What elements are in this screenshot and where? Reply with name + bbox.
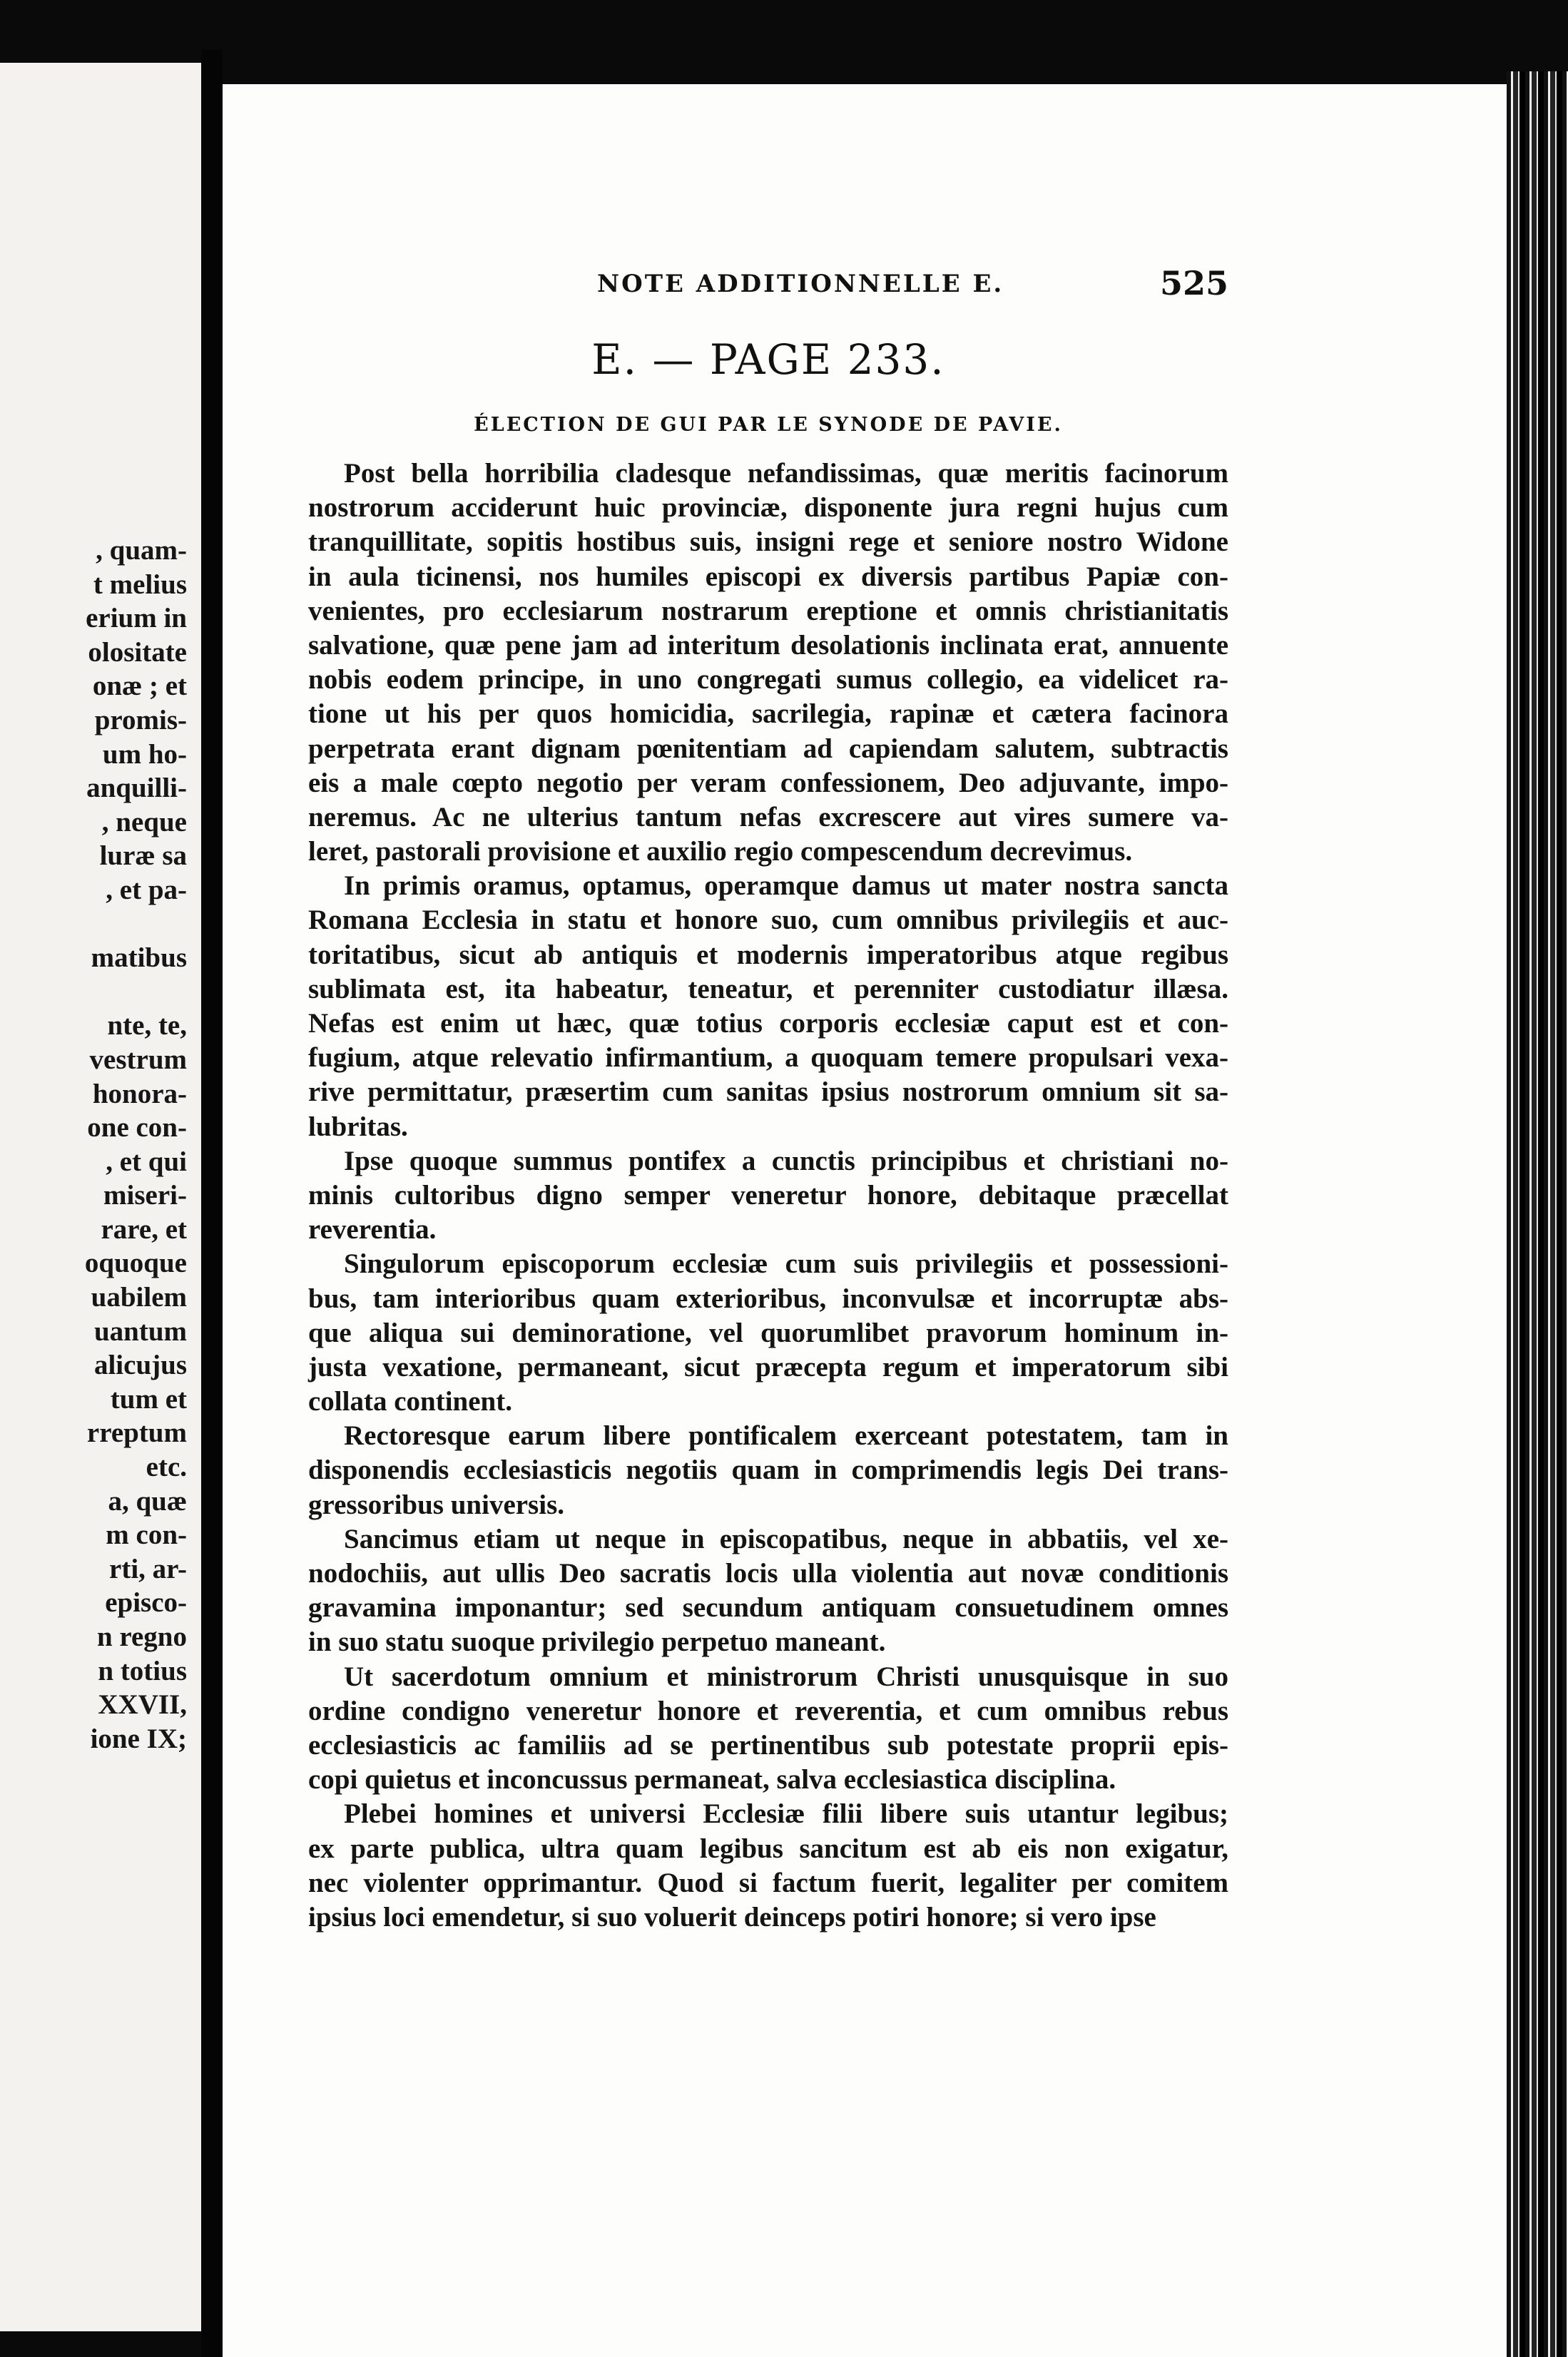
text-line: Ipse quoque summus pontifex a cunctis principibus et christiani no-	[344, 1145, 1228, 1176]
text-line: collata continent.	[308, 1386, 512, 1417]
left-page-line: ione IX;	[90, 1723, 187, 1754]
left-page-line	[0, 907, 187, 942]
paragraph	[308, 1797, 1228, 1935]
left-page-line: onæ ; et	[92, 671, 187, 702]
text-line: que aliqua sui deminoratione, vel quorumlibet pravorum hominum in-	[308, 1317, 1228, 1348]
running-title: NOTE ADDITIONNELLE E.	[597, 270, 1004, 298]
left-page-line: olositate	[88, 636, 187, 668]
left-page-line: luræ sa	[99, 840, 187, 872]
text-line: Plebei homines et universi Ecclesiæ filii libere suis utantur legibus;	[344, 1798, 1228, 1830]
text-line: sublimata est, ita habeatur, teneatur, et perenniter custodiatur illæsa.	[308, 973, 1228, 1004]
left-page-line: episco-	[105, 1587, 187, 1619]
left-page-line: rti, ar-	[109, 1553, 187, 1584]
paragraph	[308, 869, 1228, 1144]
page-number: 525	[1159, 264, 1228, 302]
text-line: leret, pastorali provisione et auxilio regio compescendum decrevimus.	[308, 836, 1133, 867]
text-line: lubritas.	[308, 1111, 408, 1142]
page-edge-stack	[1507, 71, 1568, 2357]
text-line: bus, tam interioribus quam exterioribus, inconvulsæ et incorruptæ abs-	[308, 1283, 1228, 1314]
paragraph	[308, 1419, 1228, 1522]
text-line: disponendis ecclesiasticis negotiis quam in comprimendis legis Dei trans-	[308, 1455, 1228, 1486]
text-line: ecclesiasticis ac familiis ad se pertinentibus sub potestate proprii epis-	[308, 1729, 1228, 1761]
left-page-text-fragments	[0, 534, 187, 1756]
text-line: ipsius loci emendetur, si suo voluerit deinceps potiri honore; si vero ipse	[308, 1901, 1156, 1933]
text-line: salvatione, quæ pene jam ad interitum desolationis inclinata erat, annuente	[308, 629, 1228, 661]
left-page-line: uabilem	[91, 1282, 187, 1313]
left-page-line: m con-	[106, 1519, 187, 1551]
text-line: venientes, pro ecclesiarum nostrarum ereptione et omnis christianitatis	[308, 595, 1228, 626]
paragraph	[308, 1247, 1228, 1419]
text-line: in suo statu suoque privilegio perpetuo maneant.	[308, 1627, 886, 1658]
text-line: ex parte publica, ultra quam legibus sancitum est ab eis non exigatur,	[308, 1833, 1228, 1864]
text-line: gressoribus universis.	[308, 1489, 564, 1520]
left-page-line: promis-	[94, 704, 187, 735]
text-line: Post bella horribilia cladesque nefandissimas, quæ meritis facinorum	[344, 458, 1228, 489]
left-page-line: n totius	[98, 1655, 187, 1686]
text-line: Singulorum episcoporum ecclesiæ cum suis privilegiis et possessioni-	[344, 1248, 1228, 1280]
text-line: gravamina imponantur; sed secundum antiquam consuetudinem omnes	[308, 1592, 1228, 1624]
left-page-line: alicujus	[93, 1350, 187, 1381]
left-page-line: vestrum	[89, 1044, 187, 1075]
text-line: minis cultoribus digno semper veneretur honore, debitaque præcellat	[308, 1179, 1228, 1211]
paragraph	[308, 1660, 1228, 1798]
left-page-line: anquilli-	[86, 773, 187, 804]
text-line: Nefas est enim ut hæc, quæ totius corporis ecclesiæ caput est et con-	[308, 1008, 1228, 1039]
text-line: justa vexatione, permaneant, sicut præcepta regum et imperatorum sibi	[308, 1351, 1228, 1383]
left-page-line: rare, et	[101, 1213, 187, 1245]
left-page-line: uantum	[93, 1315, 187, 1347]
left-page-line: , quam-	[96, 535, 187, 566]
text-line: tranquillitate, sopitis hostibus suis, insigni rege et seniore nostro Widone	[308, 526, 1228, 558]
text-line: nec violenter opprimantur. Quod si factum fuerit, legaliter per comitem	[308, 1867, 1228, 1898]
book-gutter	[201, 50, 223, 2357]
left-page-line: honora-	[92, 1078, 187, 1109]
paragraph	[308, 457, 1228, 869]
left-page-line: matibus	[91, 942, 187, 974]
left-page-line: oquoque	[84, 1248, 187, 1279]
text-line: Rectoresque earum libere pontificalem exerceant potestatem, tam in	[344, 1420, 1228, 1452]
text-line: neremus. Ac ne ulterius tantum nefas excrescere aut vires sumere va-	[308, 801, 1228, 833]
text-line: tione ut his per quos homicidia, sacrilegia, rapinæ et cætera facinora	[308, 698, 1228, 730]
facing-left-page	[0, 63, 201, 2331]
left-page-line: rreptum	[86, 1417, 187, 1449]
left-page-line: tum et	[110, 1383, 187, 1415]
text-line: toritatibus, sicut ab antiquis et modernis imperatoribus atque regibus	[308, 939, 1228, 970]
text-line: ordine condigno veneretur honore et reverentia, et cum omnibus rebus	[308, 1695, 1228, 1726]
text-line: reverentia.	[308, 1214, 437, 1246]
running-head	[308, 264, 1228, 312]
section-subheading: ÉLECTION DE GUI PAR LE SYNODE DE PAVIE.	[474, 414, 1063, 436]
left-page-line: n regno	[96, 1622, 187, 1652]
text-line: nodochiis, aut ullis Deo sacratis locis ulla violentia aut novæ conditionis	[308, 1558, 1228, 1589]
text-line: copi quietus et inconcussus permaneat, salva ecclesiastica disciplina.	[308, 1764, 1116, 1796]
text-line: Sancimus etiam ut neque in episcopatibus, neque in abbatiis, vel xe-	[344, 1523, 1228, 1554]
paragraph	[308, 1144, 1228, 1248]
left-page-line: XXVII,	[98, 1689, 187, 1721]
left-page-line: nte, te,	[107, 1010, 187, 1042]
left-page-line: erium in	[86, 603, 187, 634]
text-line: fugium, atque relevatio infirmantium, a quoquam temere propulsari vexa-	[308, 1042, 1228, 1074]
text-line: In primis oramus, optamus, operamque damus ut mater nostra sancta	[344, 870, 1228, 902]
left-page-line: um ho-	[102, 738, 187, 770]
text-line: Romana Ecclesia in statu et honore suo, cum omnibus privilegiis et auc-	[308, 905, 1228, 936]
left-page-line: etc.	[146, 1452, 187, 1483]
left-page-line: , et qui	[106, 1146, 187, 1177]
left-page-line: , et pa-	[106, 874, 187, 905]
left-page-line: miseri-	[103, 1180, 187, 1211]
text-line: Ut sacerdotum omnium et ministrorum Christi unusquisque in suo	[344, 1661, 1228, 1692]
text-line: in aula ticinensi, nos humiles episcopi ex diversis partibus Papiæ con-	[308, 561, 1228, 592]
text-line: rive permittatur, præsertim cum sanitas ipsius nostrorum omnium sit sa-	[308, 1076, 1228, 1108]
left-page-line: one con-	[87, 1112, 187, 1144]
text-line: perpetrata erant dignam pœnitentiam ad capiendam salutem, subtractis	[308, 733, 1228, 764]
left-page-line: , neque	[101, 806, 187, 838]
left-page-line	[0, 975, 187, 1009]
paragraph	[308, 1522, 1228, 1660]
left-page-line: t melius	[93, 569, 187, 600]
section-heading: E. — PAGE 233.	[591, 335, 945, 384]
text-line: nobis eodem principe, in uno congregati sumus collegio, ea videlicet ra-	[308, 664, 1228, 696]
body-text	[308, 457, 1228, 1935]
left-page-line: a, quæ	[108, 1485, 187, 1517]
text-line: nostrorum acciderunt huic provinciæ, disponente jura regni hujus cum	[308, 492, 1228, 524]
text-line: eis a male cœpto negotio per veram confessionem, Deo adjuvante, impo-	[308, 767, 1228, 798]
